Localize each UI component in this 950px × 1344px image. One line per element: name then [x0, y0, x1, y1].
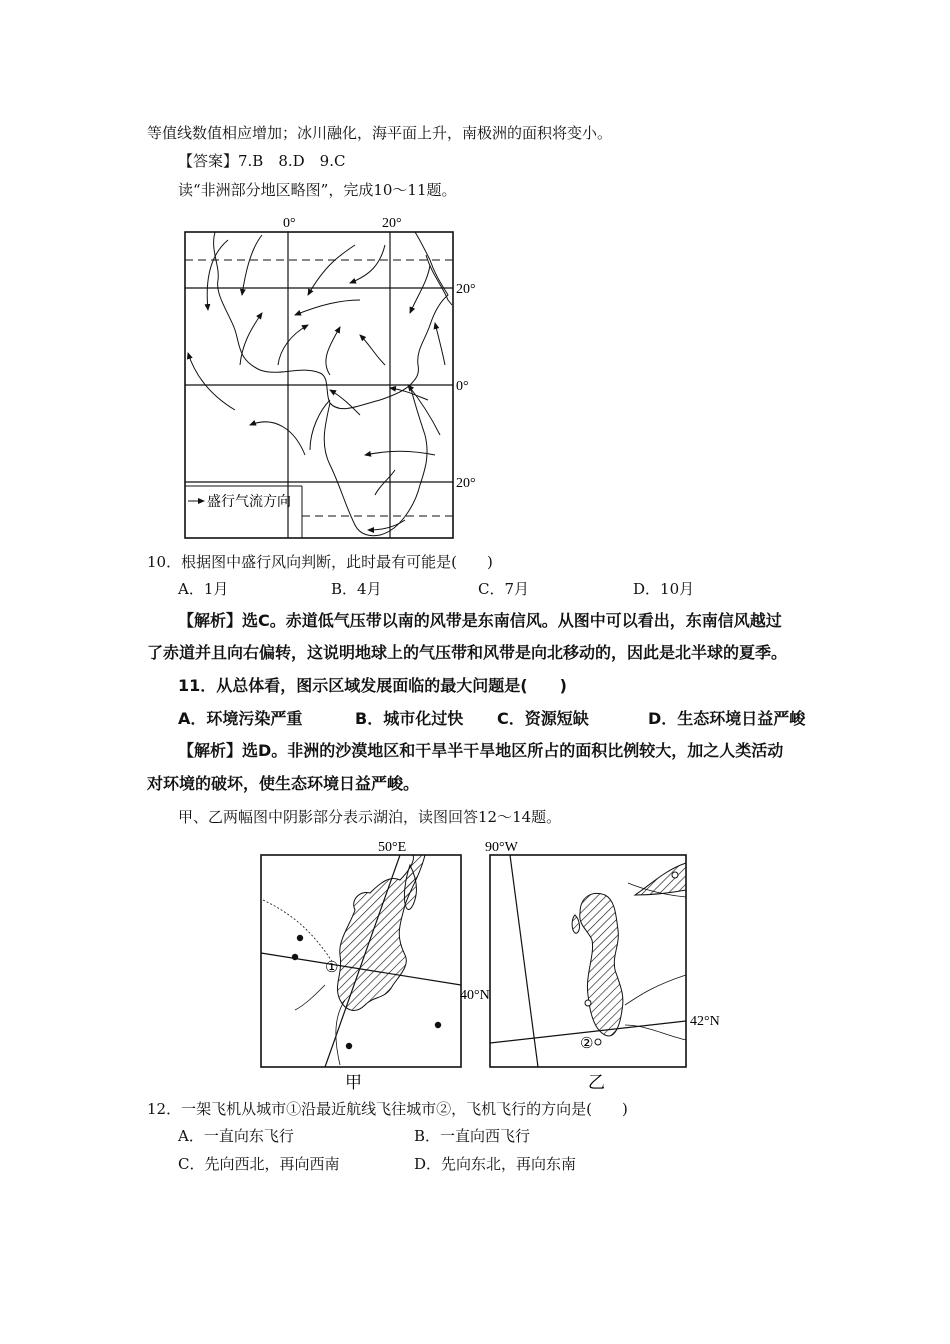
- instruction-line: 读“非洲部分地区略图”，完成10～11题。: [178, 181, 457, 199]
- lake-map-jia: [255, 835, 495, 1095]
- africa-map: [180, 205, 500, 545]
- legend-label: 盛行气流方向: [207, 495, 291, 510]
- lon-label-0: 0°: [283, 216, 296, 231]
- q10-option-a: A．1月: [178, 580, 229, 598]
- q11-option-a: A．环境污染严重: [178, 709, 303, 728]
- q11-option-d: D．生态环境日益严峻: [648, 709, 806, 728]
- q12-option-c: C．先向西北，再向西南: [178, 1155, 340, 1173]
- q11-option-b: B．城市化过快: [355, 709, 464, 728]
- q10-option-b: B．4月: [331, 580, 382, 598]
- q10-option-d: D．10月: [633, 580, 695, 598]
- q12-option-d: D．先向东北，再向东南: [414, 1155, 577, 1173]
- question-11: 11．从总体看，图示区域发展面临的最大问题是( ): [178, 676, 567, 695]
- analysis-10-line-1: 【解析】选C。赤道低气压带以南的风带是东南信风。从图中可以看出，东南信风越过: [178, 611, 782, 630]
- lon-label-20: 20°: [382, 216, 402, 231]
- lat-label-20s: 20°: [456, 476, 476, 491]
- answer-line: 【答案】7.B 8.D 9.C: [178, 152, 346, 170]
- lat-label-0: 0°: [456, 379, 469, 394]
- analysis-11-line-2: 对环境的破坏，使生态环境日益严峻。: [147, 774, 420, 793]
- question-12: 12．一架飞机从城市①沿最近航线飞往城市②，飞机飞行的方向是( ): [147, 1100, 628, 1118]
- city-1-label: ①: [325, 960, 339, 976]
- q12-option-a: A．一直向东飞行: [178, 1127, 294, 1145]
- yi-caption: 乙: [588, 1073, 605, 1092]
- text-line-1: 等值线数值相应增加；冰川融化，海平面上升，南极洲的面积将变小。: [147, 124, 613, 142]
- analysis-11-line-1: 【解析】选D。非洲的沙漠地区和干旱半干旱地区所占的面积比例较大，加之人类活动: [178, 741, 784, 760]
- q11-option-c: C．资源短缺: [497, 709, 589, 728]
- analysis-10-line-2: 了赤道并且向右偏转，这说明地球上的气压带和风带是向北移动的，因此是北半球的夏季。: [147, 643, 788, 662]
- q10-option-c: C．7月: [478, 580, 530, 598]
- lake-map-yi: [480, 835, 730, 1095]
- city-2-label: ②: [580, 1036, 594, 1052]
- yi-lon-label: 90°W: [485, 840, 518, 855]
- jia-caption: 甲: [345, 1073, 362, 1092]
- yi-lat-label: 42°N: [690, 1014, 720, 1029]
- lat-label-20n: 20°: [456, 282, 476, 297]
- jia-lat-label: 40°N: [460, 988, 490, 1003]
- question-10: 10．根据图中盛行风向判断，此时最有可能是( ): [147, 553, 493, 571]
- jia-lon-label: 50°E: [378, 840, 407, 855]
- q12-option-b: B．一直向西飞行: [414, 1127, 531, 1145]
- lake-instruction: 甲、乙两幅图中阴影部分表示湖泊，读图回答12～14题。: [178, 808, 562, 826]
